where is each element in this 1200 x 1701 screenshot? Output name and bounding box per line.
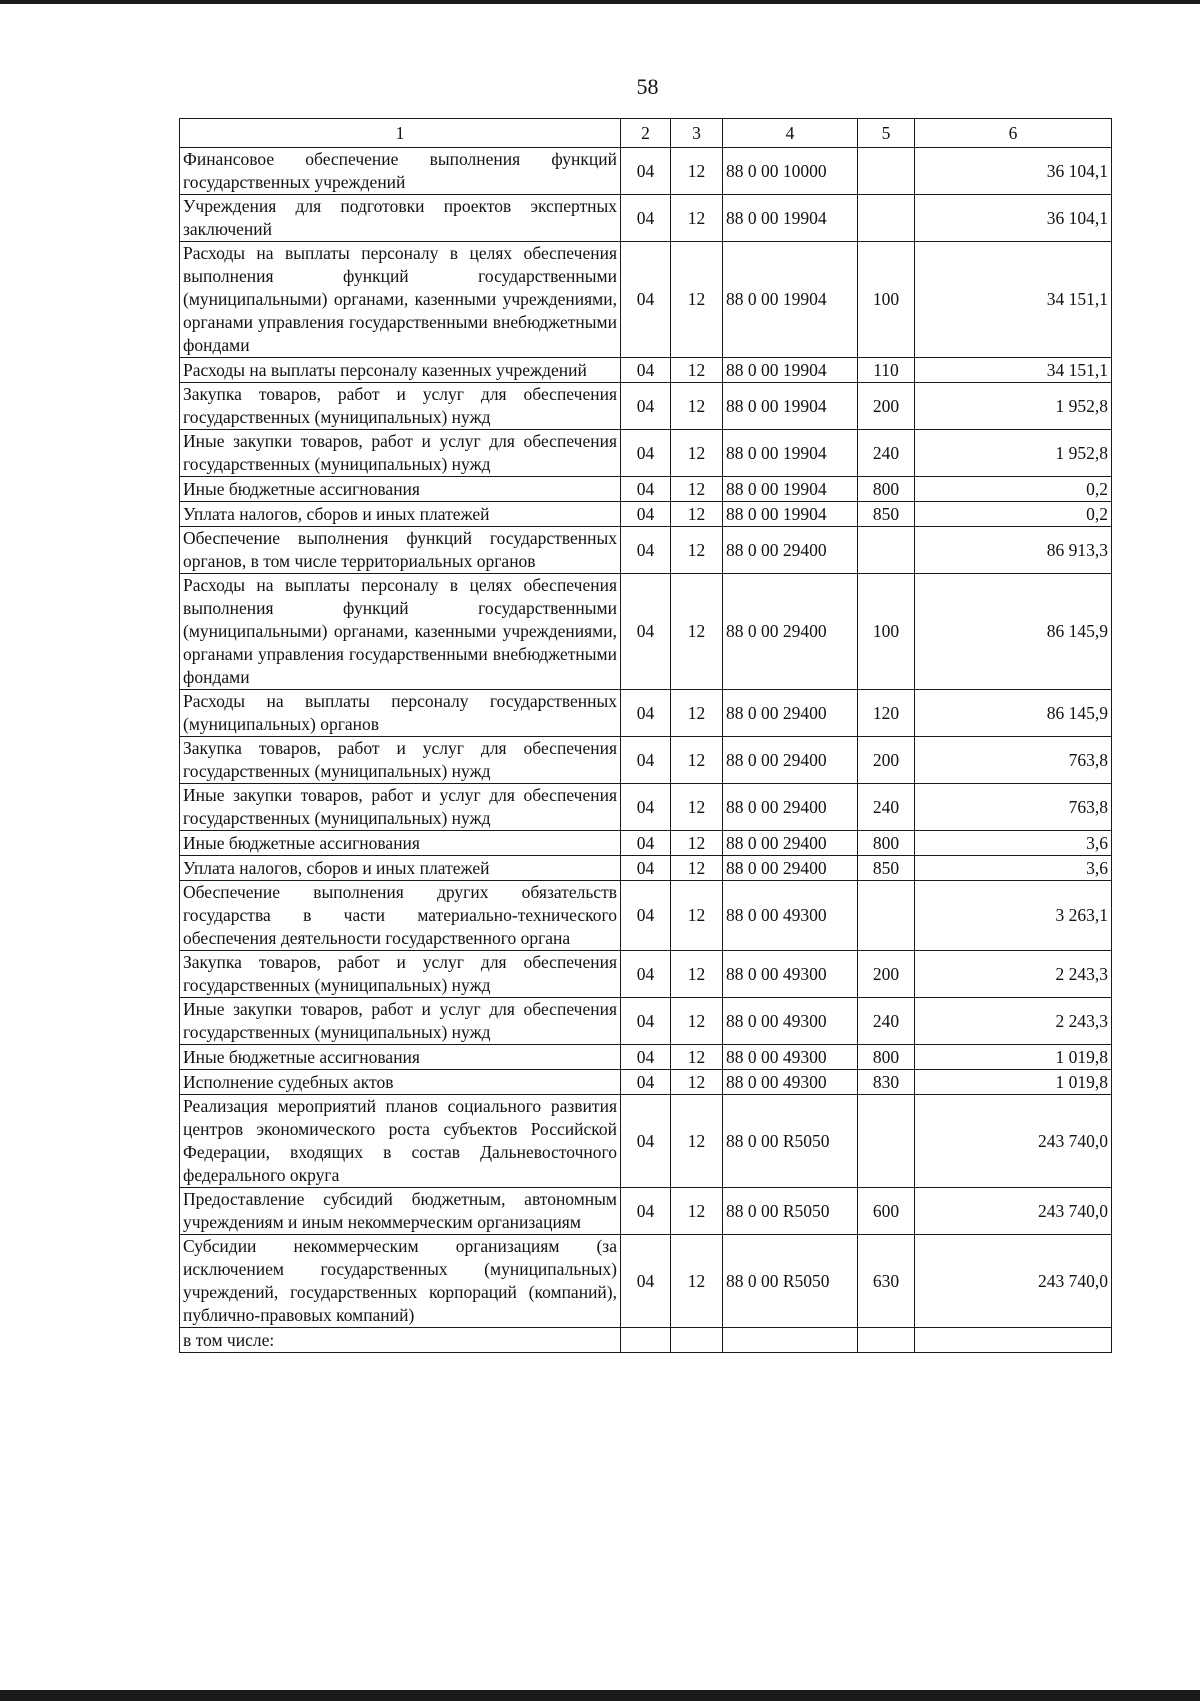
bottom-scan-border: [0, 1690, 1200, 1701]
expense-name-cell: Расходы на выплаты персоналу государственных (муниципальных) органов: [180, 690, 621, 737]
expense-type-code-cell: [858, 881, 915, 951]
section-code-cell: 04: [621, 1188, 671, 1235]
target-article-code-cell: 88 0 00 19904: [723, 195, 858, 242]
subsection-code-cell: 12: [671, 383, 723, 430]
subsection-code-cell: 12: [671, 784, 723, 831]
target-article-code-cell: 88 0 00 R5050: [723, 1095, 858, 1188]
table-row: [180, 1188, 1112, 1235]
expense-type-code-cell: 200: [858, 383, 915, 430]
expense-name-cell: Иные закупки товаров, работ и услуг для обеспечения государственных (муниципальных) нужд: [180, 430, 621, 477]
table-header: [180, 119, 1112, 148]
amount-cell: 3,6: [915, 831, 1112, 856]
target-article-code-cell: 88 0 00 19904: [723, 430, 858, 477]
table-row: [180, 1095, 1112, 1188]
expense-name-cell: Расходы на выплаты персоналу в целях обеспечения выполнения функций государственными (муниципальными) органами, казенными учреждениями, органами управления государственными внебюджетными фондами: [180, 574, 621, 690]
amount-cell: 2 243,3: [915, 951, 1112, 998]
target-article-code-cell: 88 0 00 49300: [723, 881, 858, 951]
subsection-code-cell: 12: [671, 737, 723, 784]
table-row: [180, 1235, 1112, 1328]
section-code-cell: 04: [621, 502, 671, 527]
target-article-code-cell: 88 0 00 R5050: [723, 1235, 858, 1328]
target-article-code-cell: 88 0 00 19904: [723, 502, 858, 527]
subsection-code-cell: 12: [671, 998, 723, 1045]
expense-name-cell: Исполнение судебных актов: [180, 1070, 621, 1095]
subsection-code-cell: 12: [671, 195, 723, 242]
table-row: [180, 856, 1112, 881]
target-article-code-cell: 88 0 00 29400: [723, 831, 858, 856]
expense-name-cell: Обеспечение выполнения функций государственных органов, в том числе территориальных органов: [180, 527, 621, 574]
table-row: [180, 477, 1112, 502]
amount-cell: 243 740,0: [915, 1095, 1112, 1188]
section-code-cell: 04: [621, 148, 671, 195]
amount-cell: 34 151,1: [915, 358, 1112, 383]
expense-type-code-cell: 850: [858, 502, 915, 527]
expense-type-code-cell: [858, 1095, 915, 1188]
table-row: [180, 1328, 1112, 1353]
table-row: [180, 737, 1112, 784]
subsection-code-cell: 12: [671, 148, 723, 195]
table-row: [180, 148, 1112, 195]
expense-name-cell: Обеспечение выполнения других обязательств государства в части материально-технического обеспечения деятельности государственного органа: [180, 881, 621, 951]
expense-type-code-cell: 830: [858, 1070, 915, 1095]
section-code-cell: 04: [621, 574, 671, 690]
amount-cell: 243 740,0: [915, 1188, 1112, 1235]
amount-cell: 763,8: [915, 737, 1112, 784]
expense-type-code-cell: 110: [858, 358, 915, 383]
section-code-cell: 04: [621, 831, 671, 856]
target-article-code-cell: 88 0 00 29400: [723, 784, 858, 831]
expense-type-code-cell: 800: [858, 1045, 915, 1070]
expense-type-code-cell: 240: [858, 784, 915, 831]
top-scan-border: [0, 0, 1200, 4]
section-code-cell: 04: [621, 856, 671, 881]
subsection-code-cell: 12: [671, 1235, 723, 1328]
header-col-3: 3: [671, 119, 723, 148]
table-row: [180, 195, 1112, 242]
header-row: [180, 119, 1112, 148]
expense-name-cell: Закупка товаров, работ и услуг для обеспечения государственных (муниципальных) нужд: [180, 383, 621, 430]
subsection-code-cell: 12: [671, 242, 723, 358]
expense-name-cell: Уплата налогов, сборов и иных платежей: [180, 856, 621, 881]
amount-cell: 86 145,9: [915, 574, 1112, 690]
table-row: [180, 1045, 1112, 1070]
table-row: [180, 430, 1112, 477]
section-code-cell: 04: [621, 998, 671, 1045]
table-row: [180, 527, 1112, 574]
expense-type-code-cell: [858, 527, 915, 574]
expense-name-cell: Иные бюджетные ассигнования: [180, 831, 621, 856]
expense-name-cell: Иные закупки товаров, работ и услуг для обеспечения государственных (муниципальных) нужд: [180, 998, 621, 1045]
expense-name-cell: Расходы на выплаты персоналу в целях обеспечения выполнения функций государственными (муниципальными) органами, казенными учреждениями, органами управления государственными внебюджетными фондами: [180, 242, 621, 358]
subsection-code-cell: 12: [671, 1188, 723, 1235]
subsection-code-cell: 12: [671, 831, 723, 856]
expense-name-cell: Финансовое обеспечение выполнения функций государственных учреждений: [180, 148, 621, 195]
header-col-1: 1: [180, 119, 621, 148]
target-article-code-cell: 88 0 00 19904: [723, 358, 858, 383]
amount-cell: 1 952,8: [915, 430, 1112, 477]
expense-name-cell: Закупка товаров, работ и услуг для обеспечения государственных (муниципальных) нужд: [180, 737, 621, 784]
subsection-code-cell: 12: [671, 477, 723, 502]
expense-name-cell: Иные бюджетные ассигнования: [180, 477, 621, 502]
amount-cell: 1 019,8: [915, 1070, 1112, 1095]
expense-name-cell: Уплата налогов, сборов и иных платежей: [180, 502, 621, 527]
subsection-code-cell: 12: [671, 358, 723, 383]
amount-cell: 34 151,1: [915, 242, 1112, 358]
section-code-cell: 04: [621, 383, 671, 430]
section-code-cell: [621, 1328, 671, 1353]
header-col-5: 5: [858, 119, 915, 148]
table-row: [180, 951, 1112, 998]
target-article-code-cell: 88 0 00 29400: [723, 527, 858, 574]
budget-table: [179, 118, 1112, 1353]
table-row: [180, 831, 1112, 856]
table-row: [180, 784, 1112, 831]
header-col-4: 4: [723, 119, 858, 148]
section-code-cell: 04: [621, 951, 671, 998]
expense-name-cell: в том числе:: [180, 1328, 621, 1353]
section-code-cell: 04: [621, 430, 671, 477]
section-code-cell: 04: [621, 784, 671, 831]
subsection-code-cell: 12: [671, 1070, 723, 1095]
expense-type-code-cell: 200: [858, 951, 915, 998]
amount-cell: 86 913,3: [915, 527, 1112, 574]
table-row: [180, 358, 1112, 383]
expense-name-cell: Учреждения для подготовки проектов экспертных заключений: [180, 195, 621, 242]
section-code-cell: 04: [621, 881, 671, 951]
subsection-code-cell: 12: [671, 690, 723, 737]
subsection-code-cell: 12: [671, 1095, 723, 1188]
table-row: [180, 502, 1112, 527]
target-article-code-cell: 88 0 00 29400: [723, 574, 858, 690]
section-code-cell: 04: [621, 358, 671, 383]
target-article-code-cell: [723, 1328, 858, 1353]
amount-cell: 3,6: [915, 856, 1112, 881]
amount-cell: 2 243,3: [915, 998, 1112, 1045]
table-body: [180, 148, 1112, 1353]
target-article-code-cell: 88 0 00 49300: [723, 1070, 858, 1095]
amount-cell: 36 104,1: [915, 148, 1112, 195]
section-code-cell: 04: [621, 1045, 671, 1070]
amount-cell: 86 145,9: [915, 690, 1112, 737]
section-code-cell: 04: [621, 527, 671, 574]
expense-name-cell: Субсидии некоммерческим организациям (за исключением государственных (муниципальных) учреждений, государственных корпораций (компаний), публично-правовых компаний): [180, 1235, 621, 1328]
target-article-code-cell: 88 0 00 29400: [723, 737, 858, 784]
expense-type-code-cell: 800: [858, 477, 915, 502]
section-code-cell: 04: [621, 242, 671, 358]
subsection-code-cell: 12: [671, 527, 723, 574]
expense-type-code-cell: [858, 148, 915, 195]
amount-cell: 1 952,8: [915, 383, 1112, 430]
section-code-cell: 04: [621, 1070, 671, 1095]
expense-type-code-cell: 100: [858, 242, 915, 358]
expense-type-code-cell: 120: [858, 690, 915, 737]
expense-type-code-cell: 800: [858, 831, 915, 856]
expense-name-cell: Реализация мероприятий планов социального развития центров экономического роста субъектов Российской Федерации, входящих в состав Дальневосточного федерального округа: [180, 1095, 621, 1188]
target-article-code-cell: 88 0 00 49300: [723, 1045, 858, 1070]
target-article-code-cell: 88 0 00 29400: [723, 690, 858, 737]
header-col-2: 2: [621, 119, 671, 148]
expense-type-code-cell: 100: [858, 574, 915, 690]
expense-name-cell: Иные закупки товаров, работ и услуг для обеспечения государственных (муниципальных) нужд: [180, 784, 621, 831]
amount-cell: 0,2: [915, 502, 1112, 527]
table-row: [180, 1070, 1112, 1095]
subsection-code-cell: 12: [671, 951, 723, 998]
section-code-cell: 04: [621, 690, 671, 737]
table-row: [180, 998, 1112, 1045]
subsection-code-cell: 12: [671, 574, 723, 690]
section-code-cell: 04: [621, 1095, 671, 1188]
subsection-code-cell: 12: [671, 430, 723, 477]
expense-name-cell: Расходы на выплаты персоналу казенных учреждений: [180, 358, 621, 383]
target-article-code-cell: 88 0 00 29400: [723, 856, 858, 881]
expense-type-code-cell: [858, 1328, 915, 1353]
section-code-cell: 04: [621, 1235, 671, 1328]
expense-type-code-cell: 240: [858, 430, 915, 477]
expense-type-code-cell: 630: [858, 1235, 915, 1328]
page-number: 58: [636, 74, 659, 99]
expense-type-code-cell: 850: [858, 856, 915, 881]
table-row: [180, 383, 1112, 430]
subsection-code-cell: 12: [671, 856, 723, 881]
expense-name-cell: Закупка товаров, работ и услуг для обеспечения государственных (муниципальных) нужд: [180, 951, 621, 998]
expense-type-code-cell: 200: [858, 737, 915, 784]
expense-name-cell: Предоставление субсидий бюджетным, автономным учреждениям и иным некоммерческим организациям: [180, 1188, 621, 1235]
amount-cell: 763,8: [915, 784, 1112, 831]
target-article-code-cell: 88 0 00 10000: [723, 148, 858, 195]
table-row: [180, 242, 1112, 358]
amount-cell: 3 263,1: [915, 881, 1112, 951]
target-article-code-cell: 88 0 00 R5050: [723, 1188, 858, 1235]
amount-cell: 243 740,0: [915, 1235, 1112, 1328]
section-code-cell: 04: [621, 195, 671, 242]
target-article-code-cell: 88 0 00 19904: [723, 477, 858, 502]
table-row: [180, 574, 1112, 690]
table-row: [180, 690, 1112, 737]
target-article-code-cell: 88 0 00 19904: [723, 242, 858, 358]
target-article-code-cell: 88 0 00 49300: [723, 951, 858, 998]
amount-cell: 1 019,8: [915, 1045, 1112, 1070]
section-code-cell: 04: [621, 477, 671, 502]
section-code-cell: 04: [621, 737, 671, 784]
expense-name-cell: Иные бюджетные ассигнования: [180, 1045, 621, 1070]
table-row: [180, 881, 1112, 951]
target-article-code-cell: 88 0 00 19904: [723, 383, 858, 430]
expense-type-code-cell: [858, 195, 915, 242]
amount-cell: [915, 1328, 1112, 1353]
header-col-6: 6: [915, 119, 1112, 148]
target-article-code-cell: 88 0 00 49300: [723, 998, 858, 1045]
subsection-code-cell: 12: [671, 1045, 723, 1070]
amount-cell: 0,2: [915, 477, 1112, 502]
subsection-code-cell: [671, 1328, 723, 1353]
expense-type-code-cell: 240: [858, 998, 915, 1045]
expense-type-code-cell: 600: [858, 1188, 915, 1235]
amount-cell: 36 104,1: [915, 195, 1112, 242]
subsection-code-cell: 12: [671, 502, 723, 527]
subsection-code-cell: 12: [671, 881, 723, 951]
